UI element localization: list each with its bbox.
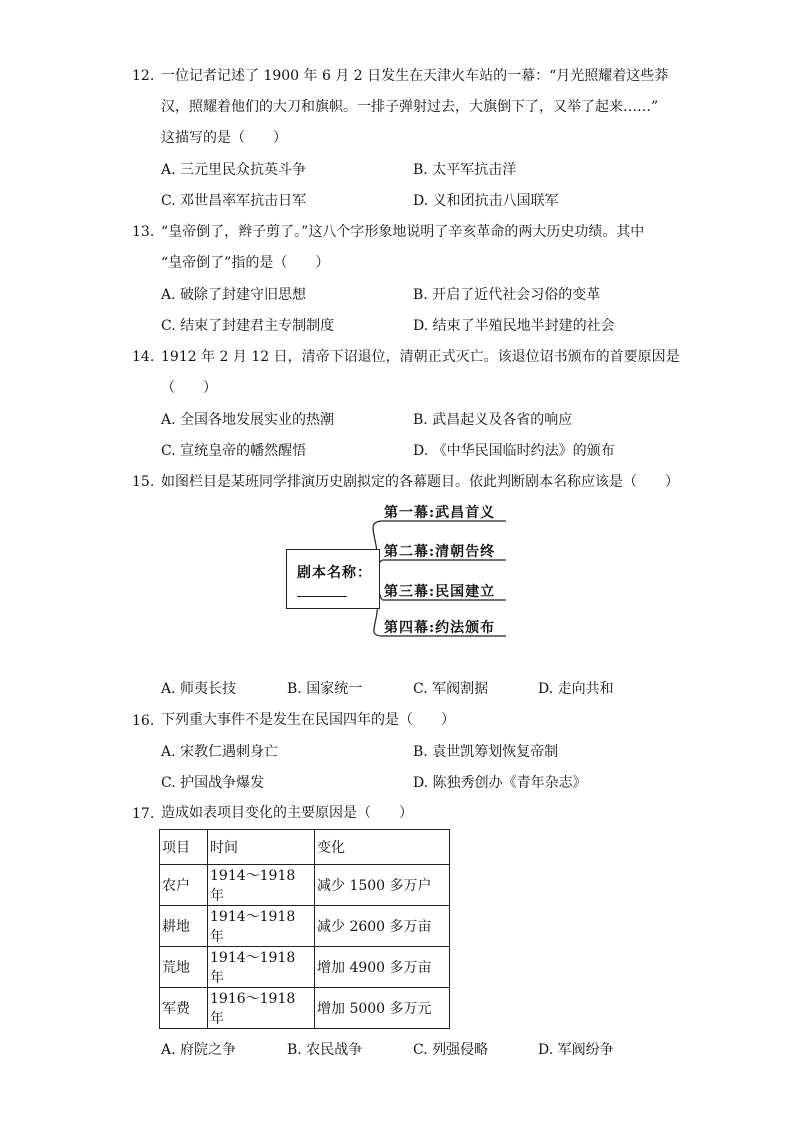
- question-number: 12.: [132, 68, 155, 84]
- option-d[interactable]: D. 军阀纷争: [538, 1042, 614, 1058]
- act-2-label: 第二幕:清朝告终: [384, 544, 496, 560]
- option-c[interactable]: C. 邓世昌率军抗击日军: [161, 193, 307, 209]
- question-number: 16.: [132, 713, 155, 729]
- table-cell: 1914～1918 年: [208, 947, 315, 988]
- option-c[interactable]: C. 宣统皇帝的幡然醒悟: [161, 443, 307, 459]
- play-title-box: [286, 549, 380, 609]
- question-17-text: [161, 798, 681, 829]
- table-cell: 增加 4900 多万亩: [315, 947, 450, 988]
- option-c[interactable]: C. 护国战争爆发: [161, 775, 265, 791]
- table-header-cell: 变化: [315, 830, 450, 865]
- question-line: 1912 年 2 月 12 日，清帝下诏退位，清朝正式灭亡。该退位诏书颁布的首要原因是: [161, 349, 680, 365]
- option-b[interactable]: B. 武昌起义及各省的响应: [413, 412, 573, 428]
- question-line: “皇帝倒了”指的是（ ）: [161, 255, 330, 271]
- answer-blank-line: [297, 596, 347, 597]
- option-d[interactable]: D. 《中华民国临时约法》的颁布: [413, 443, 615, 459]
- option-a[interactable]: A. 破除了封建守旧思想: [161, 287, 307, 303]
- table-cell: 增加 5000 多万元: [315, 988, 450, 1029]
- question-line: 下列重大事件不是发生在民国四年的是（ ）: [161, 712, 455, 728]
- question-13-text: [161, 217, 681, 279]
- table-header-cell: 时间: [208, 830, 315, 865]
- table-cell: 军费: [160, 988, 208, 1029]
- question-14-text: [161, 342, 681, 404]
- option-a[interactable]: A. 府院之争: [161, 1042, 237, 1058]
- question-line: 这描写的是（ ）: [161, 130, 287, 146]
- option-d[interactable]: D. 结束了半殖民地半封建的社会: [413, 318, 615, 334]
- table-header-cell: 项目: [160, 830, 208, 865]
- data-table: [159, 829, 450, 1029]
- option-c[interactable]: C. 结束了封建君主专制制度: [161, 318, 335, 334]
- question-line: 造成如表项目变化的主要原因是（ ）: [161, 805, 413, 821]
- option-c[interactable]: C. 军阀割据: [413, 681, 489, 697]
- table-cell: 1914～1918 年: [208, 906, 315, 947]
- option-d[interactable]: D. 义和团抗击八国联军: [413, 193, 559, 209]
- play-title-label: 剧本名称：: [297, 565, 372, 581]
- table-cell: 1914～1918 年: [208, 865, 315, 906]
- table-cell: 农户: [160, 865, 208, 906]
- question-15-text: [161, 467, 681, 498]
- table-cell: 1916～1918 年: [208, 988, 315, 1029]
- option-d[interactable]: D. 走向共和: [538, 681, 614, 697]
- option-b[interactable]: B. 开启了近代社会习俗的变革: [413, 287, 601, 303]
- question-line: 如图栏目是某班同学排演历史剧拟定的各幕题目。依此判断剧本名称应该是（ ）: [161, 474, 679, 490]
- option-a[interactable]: A. 三元里民众抗英斗争: [161, 162, 307, 178]
- act-1-label: 第一幕:武昌首义: [384, 505, 496, 521]
- question-line: 一位记者记述了 1900 年 6 月 2 日发生在天津火车站的一幕：“月光照耀着这些莽: [161, 68, 669, 84]
- option-b[interactable]: B. 国家统一: [287, 681, 363, 697]
- table-header-row: [160, 830, 450, 865]
- option-d[interactable]: D. 陈独秀创办《青年杂志》: [413, 775, 587, 791]
- act-4-label: 第四幕:约法颁布: [384, 620, 496, 636]
- question-line: “皇帝倒了，辫子剪了。”这八个字形象地说明了辛亥革命的两大历史功绩。其中: [161, 224, 645, 240]
- question-line: （ ）: [161, 380, 217, 396]
- question-12-text: [161, 61, 681, 154]
- question-number: 14.: [132, 349, 155, 365]
- table-row: [160, 865, 450, 906]
- question-number: 17.: [132, 806, 155, 822]
- option-a[interactable]: A. 全国各地发展实业的热潮: [161, 412, 335, 428]
- question-number: 13.: [132, 224, 155, 240]
- question-number: 15.: [132, 474, 155, 490]
- table-cell: 耕地: [160, 906, 208, 947]
- act-3-label: 第三幕:民国建立: [384, 584, 496, 600]
- option-c[interactable]: C. 列强侵略: [413, 1042, 489, 1058]
- option-a[interactable]: A. 宋教仁遇刺身亡: [161, 744, 279, 760]
- option-b[interactable]: B. 农民战争: [287, 1042, 363, 1058]
- table-row: [160, 947, 450, 988]
- table-row: [160, 988, 450, 1029]
- option-b[interactable]: B. 袁世凯筹划恢复帝制: [413, 744, 559, 760]
- question-16-text: [161, 705, 681, 736]
- option-a[interactable]: A. 师夷长技: [161, 681, 237, 697]
- table-cell: 减少 1500 多万户: [315, 865, 450, 906]
- question-line: 汉，照耀着他们的大刀和旗帜。一排子弹射过去，大旗倒下了，又举了起来……”: [161, 99, 659, 115]
- option-b[interactable]: B. 太平军抗击洋: [413, 162, 517, 178]
- table-cell: 荒地: [160, 947, 208, 988]
- table-row: [160, 906, 450, 947]
- table-cell: 减少 2600 多万亩: [315, 906, 450, 947]
